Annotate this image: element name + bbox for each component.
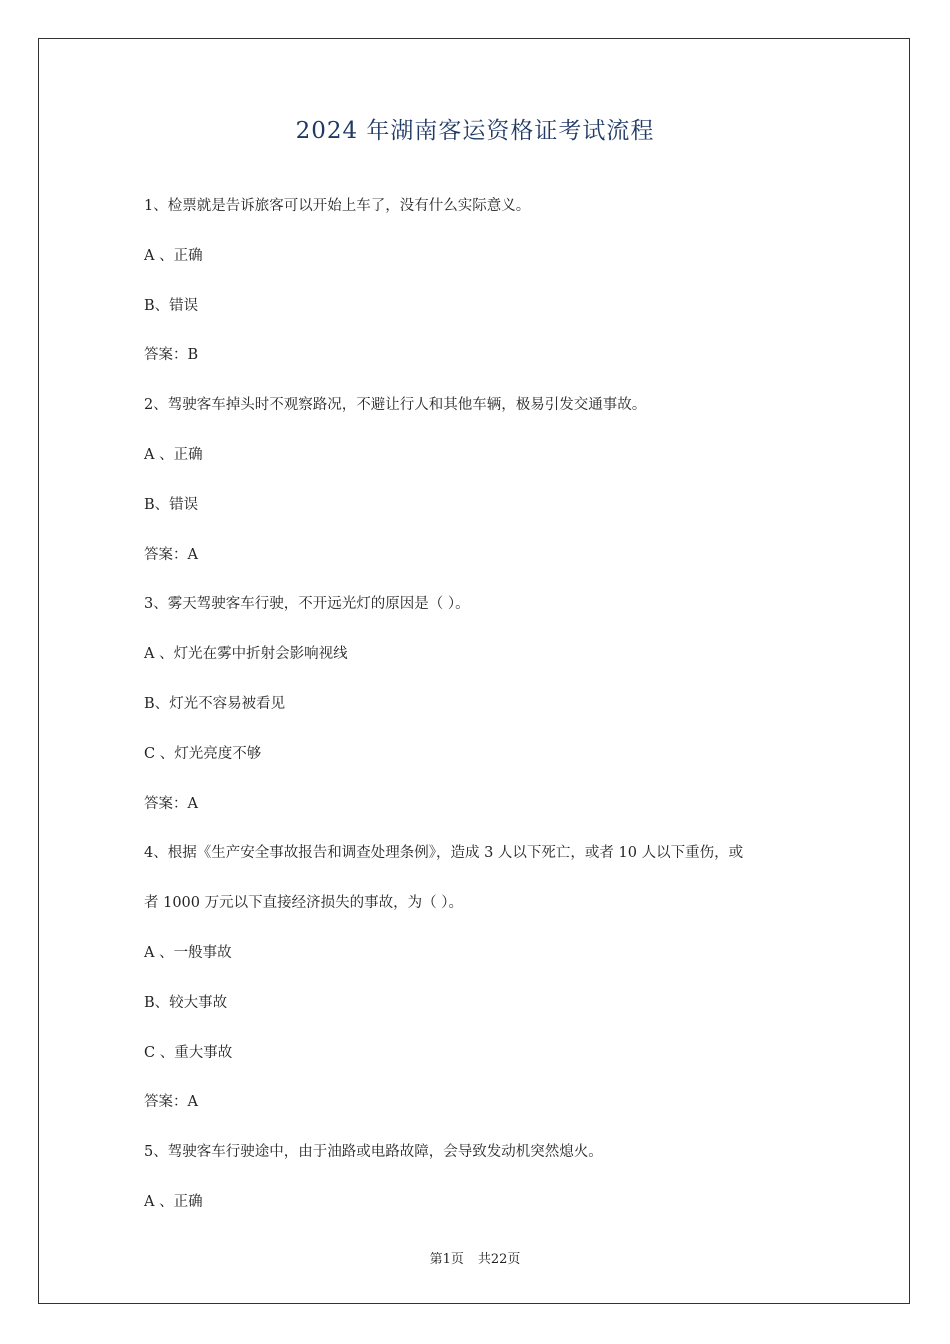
answer-option: C 、重大事故 xyxy=(144,1044,233,1061)
answer-option: A 、灯光在雾中折射会影响视线 xyxy=(144,646,348,663)
answer-option: A 、正确 xyxy=(144,247,203,264)
answer-key: 答案：A xyxy=(144,546,198,563)
question-stem: 者 1000 万元以下直接经济损失的事故，为（ ）。 xyxy=(144,895,463,912)
answer-option: B、错误 xyxy=(144,297,199,314)
page-number: 第1页 xyxy=(429,1252,464,1267)
question-stem: 3、雾天驾驶客车行驶，不开远光灯的原因是（ ）。 xyxy=(144,596,470,613)
question-stem: 2、驾驶客车掉头时不观察路况，不避让行人和其他车辆，极易引发交通事故。 xyxy=(144,397,647,414)
answer-option: A 、正确 xyxy=(144,447,203,463)
question-stem: 5、驾驶客车行驶途中，由于油路或电路故障，会导致发动机突然熄火。 xyxy=(144,1144,603,1161)
answer-option: B、错误 xyxy=(144,496,199,513)
page-total: 共22页 xyxy=(477,1252,521,1267)
page-footer xyxy=(0,1248,950,1267)
page-frame xyxy=(38,38,910,1304)
answer-option: C 、灯光亮度不够 xyxy=(144,745,262,762)
answer-option: A 、一般事故 xyxy=(144,945,232,961)
answer-key: 答案：B xyxy=(144,347,199,364)
document-title: 2024 年湖南客运资格证考试流程 xyxy=(295,118,655,144)
answer-key: 答案：A xyxy=(144,795,198,812)
answer-option: B、较大事故 xyxy=(144,994,228,1011)
answer-option: A 、正确 xyxy=(144,1194,203,1210)
question-stem: 4、根据《生产安全事故报告和调查处理条例》，造成 3 人以下死亡，或者 10 人以下重伤，或 xyxy=(144,845,744,862)
answer-option: B、灯光不容易被看见 xyxy=(144,696,286,712)
answer-key: 答案：A xyxy=(144,1094,198,1111)
question-stem: 1、检票就是告诉旅客可以开始上车了，没有什么实际意义。 xyxy=(144,198,531,214)
